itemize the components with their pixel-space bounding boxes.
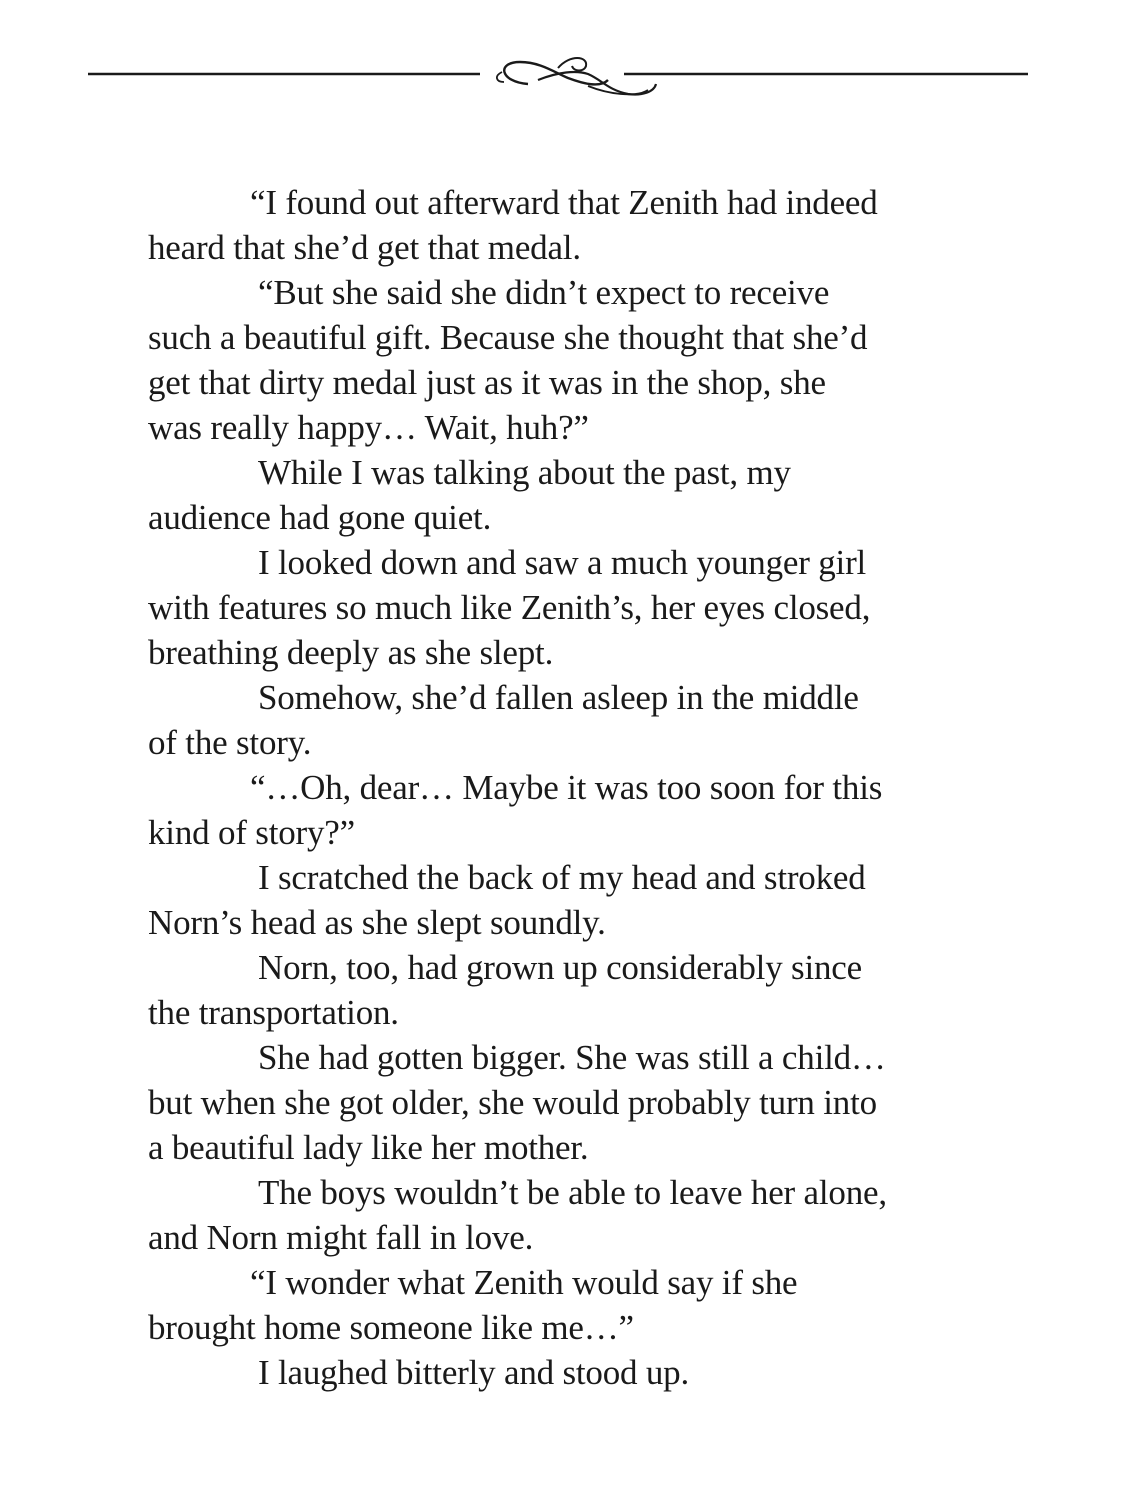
paragraph: Norn, too, had grown up considerably since the transportation. [148,948,862,1032]
paragraph: The boys wouldn’t be able to leave her alone, and Norn might fall in love. [148,1173,887,1257]
story-text [148,180,948,1395]
flourish-divider-icon [88,50,1028,106]
paragraph: Somehow, she’d fallen asleep in the middle of the story. [148,678,859,762]
paragraph: “But she said she didn’t expect to receive such a beautiful gift. Because she thought that she’d get that dirty medal just as it was in the shop, she was really happy… Wait, huh?” [148,273,868,447]
paragraph: I scratched the back of my head and stroked Norn’s head as she slept soundly. [148,858,866,942]
paragraph: She had gotten bigger. She was still a child… but when she got older, she would probably turn into a beautiful lady like her mother. [148,1038,886,1167]
paragraph: “I found out afterward that Zenith had indeed heard that she’d get that medal. [148,183,878,267]
paragraph: While I was talking about the past, my audience had gone quiet. [148,453,791,537]
paragraph: I looked down and saw a much younger girl with features so much like Zenith’s, her eyes closed, breathing deeply as she slept. [148,543,871,672]
paragraph: “…Oh, dear… Maybe it was too soon for this kind of story?” [148,768,883,852]
paragraph: “I wonder what Zenith would say if she brought home someone like me…” [148,1263,798,1347]
paragraph: I laughed bitterly and stood up. [258,1353,690,1392]
